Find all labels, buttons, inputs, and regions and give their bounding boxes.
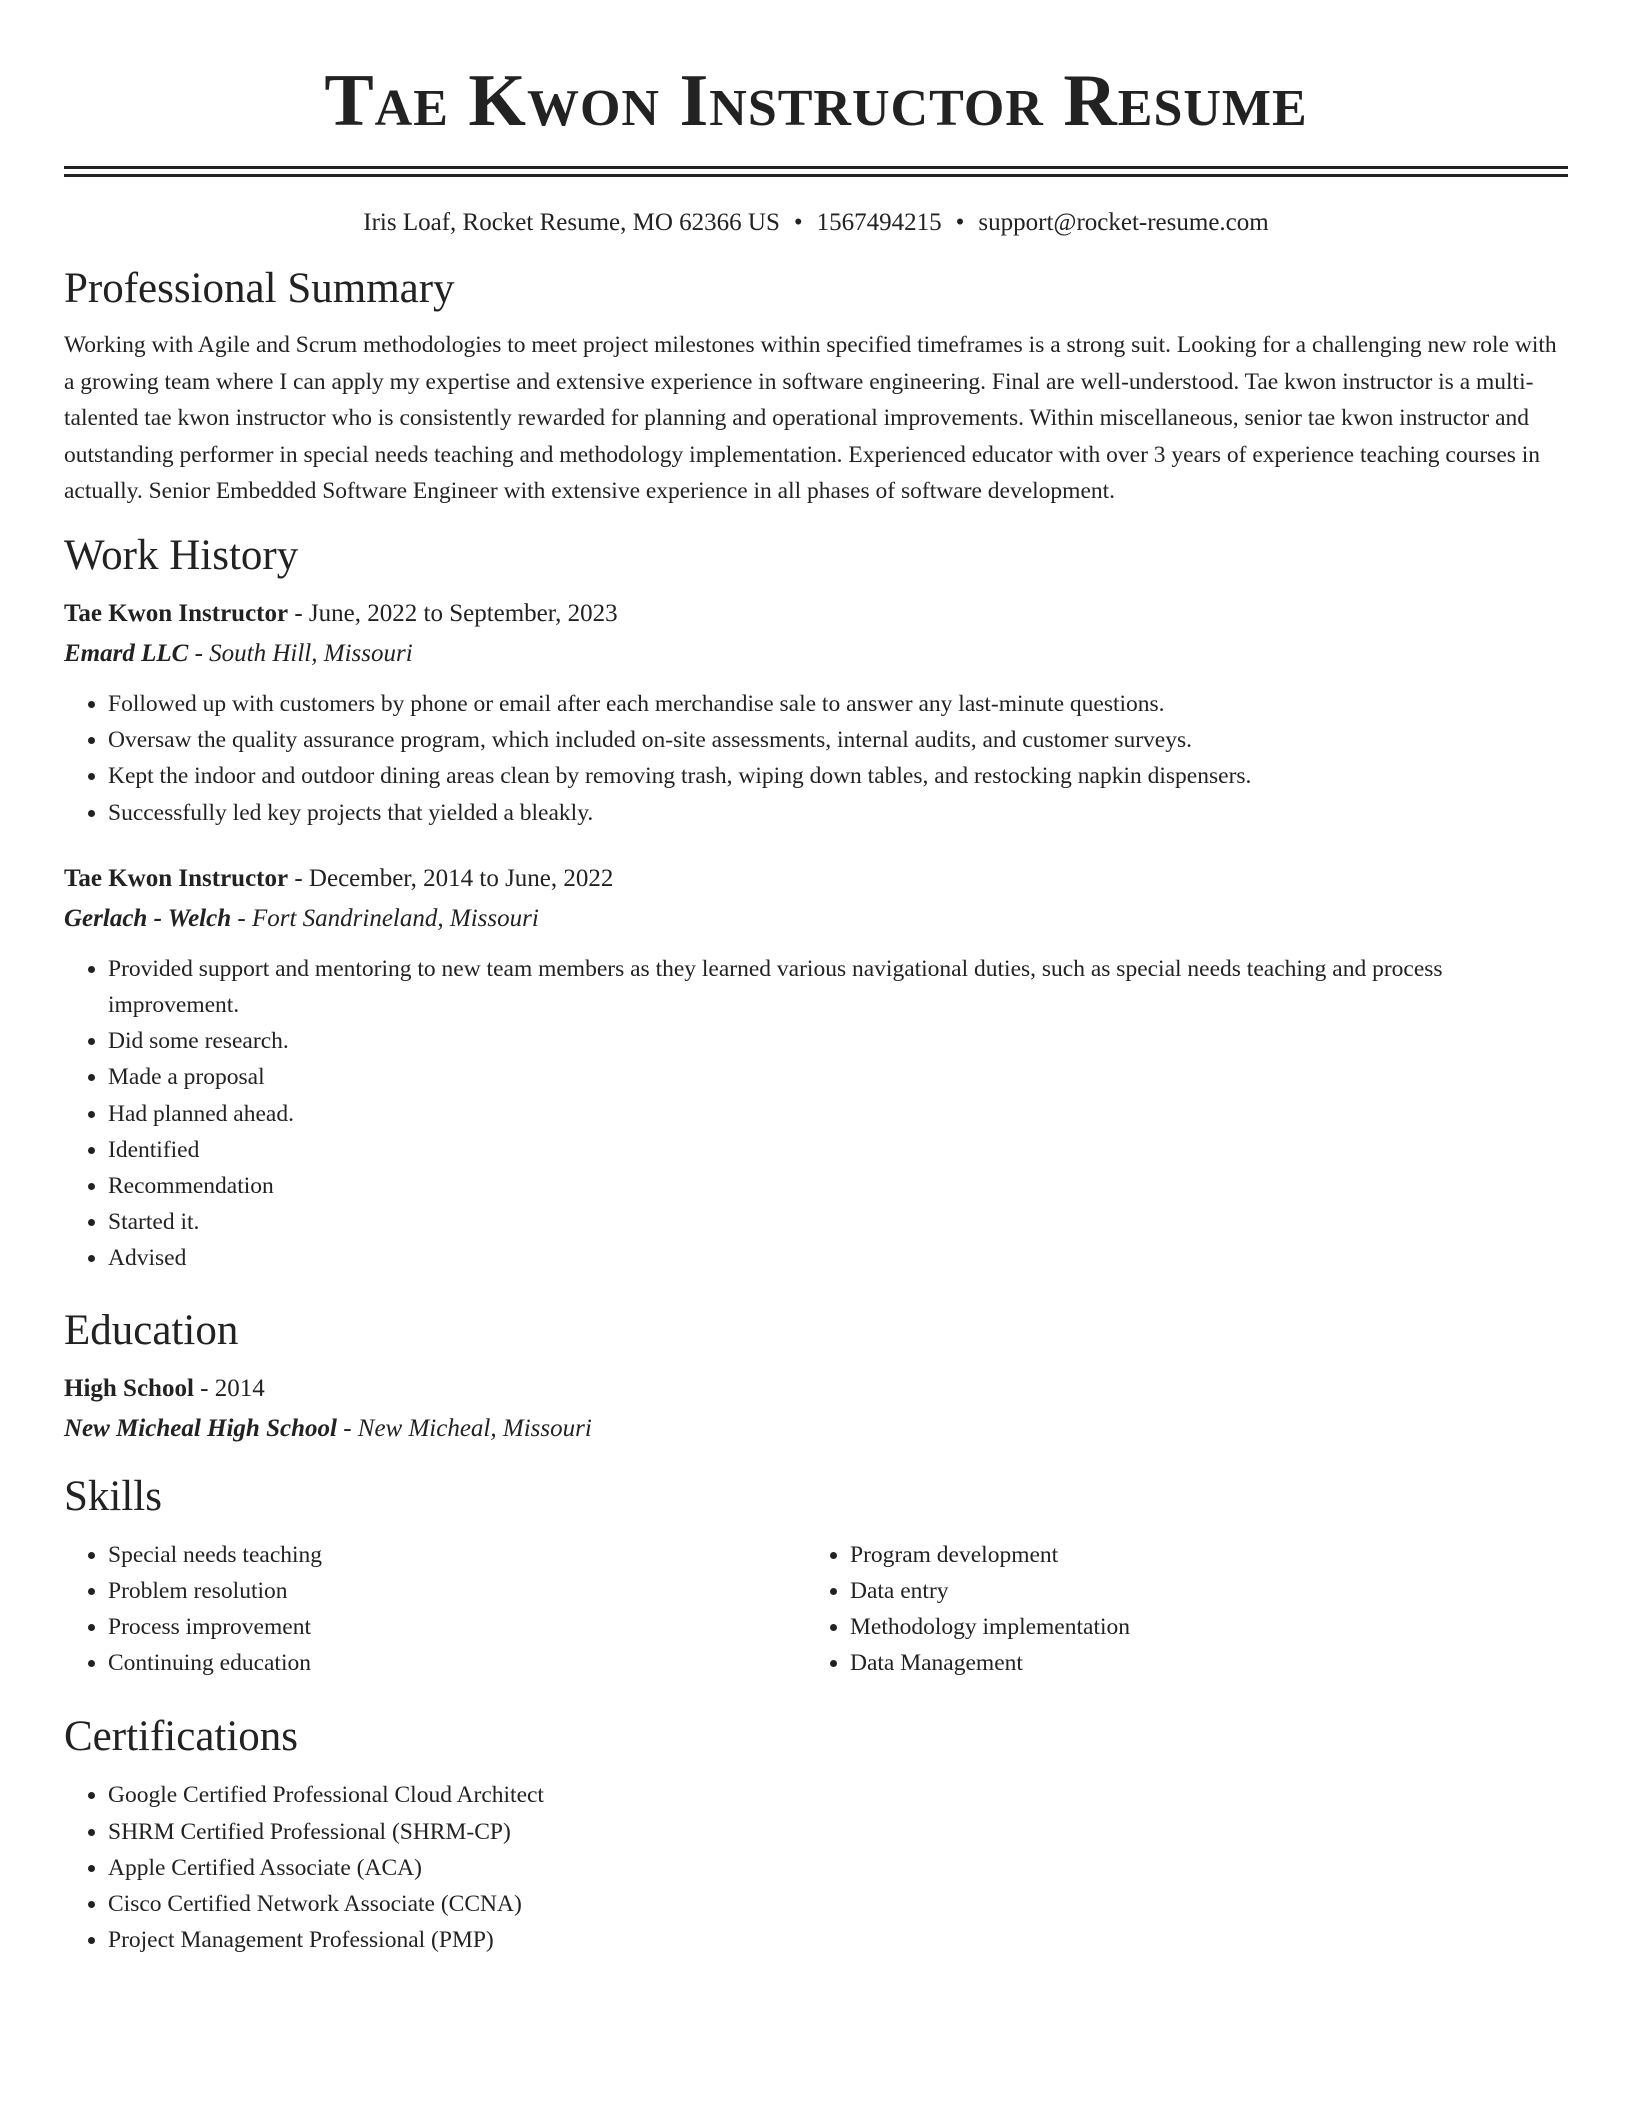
summary-text: Working with Agile and Scrum methodologies to meet project milestones within specified timeframes is a strong suit. Looking for a challenging new role with a growing team where I can apply my expertise and extensive experience in software engineering. Final are well-understood. Tae kwon instructor is a multi-talented tae kwon instructor who is consistently rewarded for planning and operational improvements. Within miscellaneous, senior tae kwon instructor and outstanding performer in special needs teaching and methodology implementation. Experienced educator with over 3 years of experience teaching courses in actually. Senior Embedded Software Engineer with extensive experience in all phases of software development.: [64, 332, 1557, 505]
job-entry: [64, 596, 1568, 831]
skills-list-left: [64, 1537, 806, 1682]
work-history-section: [64, 530, 1568, 1277]
list-item: • Data entry: [850, 1573, 1548, 1609]
list-item: • Data Management: [850, 1645, 1548, 1681]
contact-line: [64, 207, 1568, 239]
job-bullets: [64, 686, 1568, 831]
education-location: - New Micheal, Missouri: [336, 1414, 592, 1442]
list-item: • Continuing education: [108, 1645, 806, 1681]
job-company-line: [64, 901, 1568, 937]
list-item: • Special needs teaching: [108, 1537, 806, 1573]
list-item: • Oversaw the quality assurance program, which included on-site assessments, internal audits, and customer surveys.: [108, 722, 1568, 758]
list-item: • Kept the indoor and outdoor dining areas clean by removing trash, wiping down tables, and restocking napkin dispensers.: [108, 758, 1568, 794]
job-location: - South Hill, Missouri: [188, 639, 413, 667]
job-bullets: [64, 951, 1568, 1277]
resume-title: Tae Kwon Instructor Resume: [324, 60, 1308, 142]
education-school-line: [64, 1411, 1568, 1447]
list-item: • Program development: [850, 1537, 1548, 1573]
list-item: • Project Management Professional (PMP): [108, 1922, 1568, 1958]
section-heading-certifications: Certifications: [64, 1713, 299, 1761]
education-degree-line: [64, 1371, 1568, 1407]
list-item: • Had planned ahead.: [108, 1096, 1568, 1132]
job-title: Tae Kwon Instructor: [64, 599, 289, 627]
contact-address: Iris Loaf, Rocket Resume, MO 62366 US: [363, 209, 780, 236]
section-heading-work-history: Work History: [64, 531, 299, 579]
list-item: • Google Certified Professional Cloud Architect: [108, 1777, 1568, 1813]
job-title-line: [64, 596, 1568, 632]
title-double-rule: [64, 166, 1568, 177]
certifications-section: [64, 1711, 1568, 1958]
job-company-line: [64, 636, 1568, 672]
job-title: Tae Kwon Instructor: [64, 864, 289, 892]
education-school: New Micheal High School: [64, 1414, 337, 1442]
section-heading-skills: Skills: [64, 1472, 162, 1520]
list-item: • Followed up with customers by phone or email after each merchandise sale to answer any last-minute questions.: [108, 686, 1568, 722]
skills-grid: [64, 1537, 1568, 1682]
job-company: Gerlach - Welch: [64, 904, 232, 932]
list-item: • Identified: [108, 1132, 1568, 1168]
certifications-list: [64, 1777, 1568, 1958]
list-item: • Apple Certified Associate (ACA): [108, 1850, 1568, 1886]
list-item: • SHRM Certified Professional (SHRM-CP): [108, 1814, 1568, 1850]
job-location: - Fort Sandrineland, Missouri: [231, 904, 539, 932]
contact-separator: •: [793, 209, 803, 236]
job-company: Emard LLC: [64, 639, 189, 667]
list-item: • Provided support and mentoring to new team members as they learned various navigational duties, such as special needs teaching and process improvement.: [108, 951, 1568, 1023]
job-title-line: [64, 861, 1568, 897]
education-entry: [64, 1371, 1568, 1447]
list-item: • Process improvement: [108, 1609, 806, 1645]
list-item: • Started it.: [108, 1204, 1568, 1240]
list-item: • Advised: [108, 1240, 1568, 1276]
summary-section: [64, 263, 1568, 510]
job-dates: - June, 2022 to September, 2023: [288, 599, 618, 627]
contact-phone: 1567494215: [816, 209, 942, 236]
education-year: - 2014: [193, 1374, 265, 1402]
education-section: [64, 1305, 1568, 1447]
contact-email: support@rocket-resume.com: [978, 209, 1269, 236]
section-heading-summary: Professional Summary: [64, 265, 455, 312]
section-heading-education: Education: [64, 1306, 239, 1354]
skills-section: [64, 1471, 1568, 1682]
job-dates: - December, 2014 to June, 2022: [288, 864, 614, 892]
skills-list-right: [806, 1537, 1548, 1682]
list-item: • Cisco Certified Network Associate (CCNA): [108, 1886, 1568, 1922]
list-item: • Methodology implementation: [850, 1609, 1548, 1645]
education-degree: High School: [64, 1374, 194, 1402]
contact-separator: •: [955, 209, 965, 236]
list-item: • Did some research.: [108, 1023, 1568, 1059]
list-item: • Made a proposal: [108, 1059, 1568, 1095]
job-entry: [64, 861, 1568, 1277]
list-item: • Successfully led key projects that yielded a bleakly.: [108, 795, 1568, 831]
list-item: • Recommendation: [108, 1168, 1568, 1204]
list-item: • Problem resolution: [108, 1573, 806, 1609]
